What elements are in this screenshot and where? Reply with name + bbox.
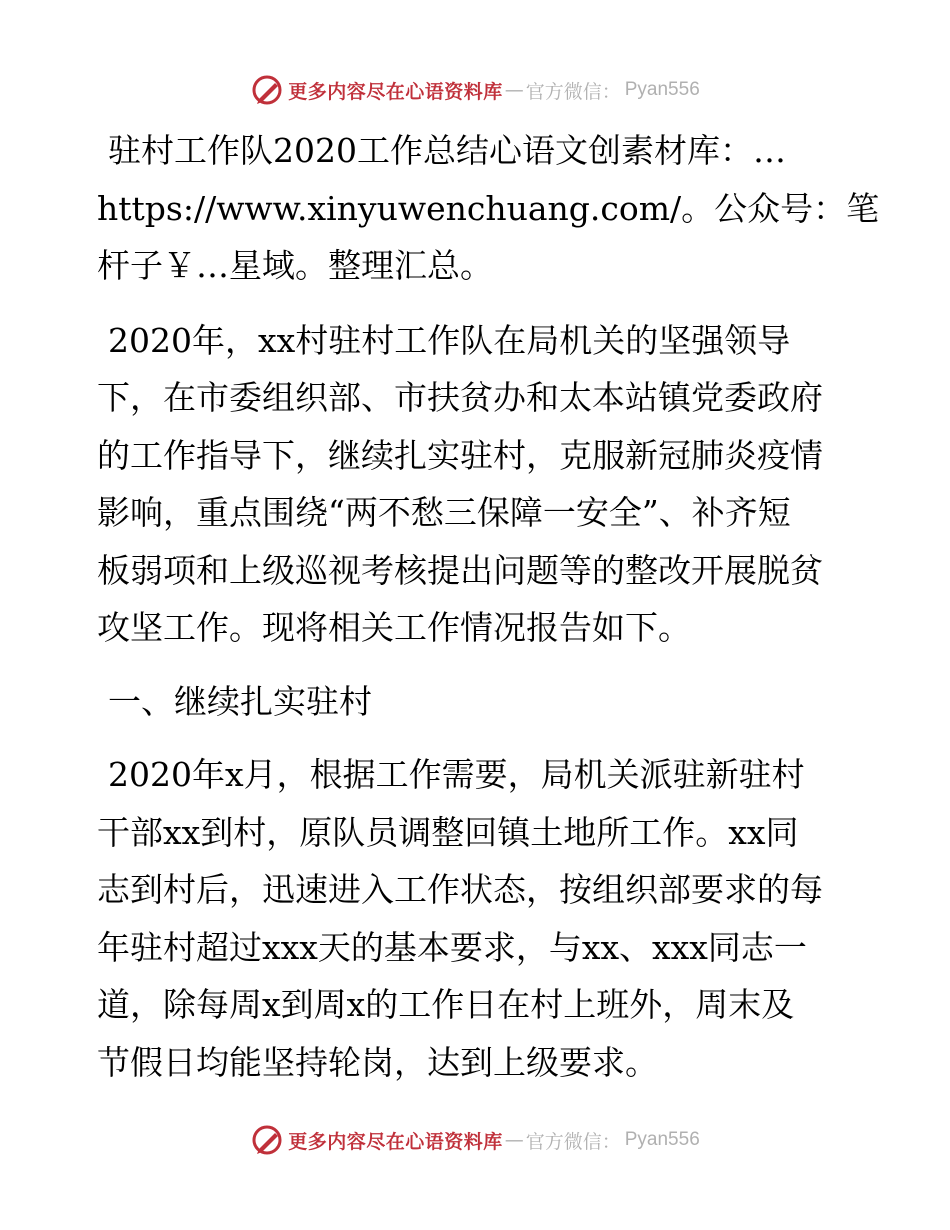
paragraph-line: 志到村后，迅速进入工作状态，按组织部要求的每 (97, 870, 823, 909)
header-watermark-banner (0, 70, 950, 110)
summary-paragraph (97, 312, 857, 657)
paragraph-line: 影响，重点围绕“两不愁三保障一安全”、补齐短 (97, 493, 791, 532)
document-body (97, 122, 880, 1091)
banner-main-text: 更多内容尽在心语资料库 (288, 80, 503, 103)
paragraph-line: 2020年x月，根据工作需要，局机关派驻新驻村 (108, 755, 805, 794)
section-heading (97, 673, 857, 731)
paragraph-line: 干部xx到村，原队员调整回镇土地所工作。xx同 (97, 812, 799, 852)
pen-logo-icon (250, 73, 284, 107)
paragraph-line: 下，在市委组织部、市扶贫办和太本站镇党委政府 (97, 378, 823, 417)
banner-main-text: 更多内容尽在心语资料库 (288, 1130, 503, 1153)
paragraph-line: 年驻村超过xxx天的基本要求，与xx、xxx同志一 (97, 927, 807, 967)
paragraph-line: 杆子￥…星域。整理汇总。 (97, 246, 493, 285)
banner-wechat-id: Pyan556 (624, 79, 700, 100)
banner-dash: — (504, 79, 524, 101)
banner-wechat-label: 官方微信： (525, 1130, 621, 1153)
banner-dash: — (504, 1129, 524, 1151)
paragraph-line: 2020年，xx村驻村工作队在局机关的坚强领导 (108, 320, 791, 360)
detail-paragraph (97, 746, 857, 1091)
banner-wechat-id: Pyan556 (624, 1129, 700, 1150)
paragraph-line: 的工作指导下，继续扎实驻村，克服新冠肺炎疫情 (97, 435, 823, 475)
pen-logo-icon (250, 1123, 284, 1157)
paragraph-line: 驻村工作队2020工作总结心语文创素材库：… (108, 131, 786, 170)
paragraph-line: 道，除每周x到周x的工作日在村上班外，周末及 (97, 985, 795, 1024)
footer-watermark-banner (0, 1120, 950, 1160)
paragraph-line: https://www.xinyuwenchuang.com/。公众号：笔 (97, 188, 880, 228)
banner-wechat-label: 官方微信： (525, 80, 621, 103)
intro-paragraph (97, 122, 880, 295)
paragraph-line: 攻坚工作。现将相关工作情况报告如下。 (97, 608, 691, 647)
paragraph-line: 板弱项和上级巡视考核提出问题等的整改开展脱贫 (97, 550, 823, 590)
section-heading-text: 一、继续扎实驻村 (108, 681, 372, 721)
paragraph-line: 节假日均能坚持轮岗，达到上级要求。 (97, 1042, 658, 1082)
